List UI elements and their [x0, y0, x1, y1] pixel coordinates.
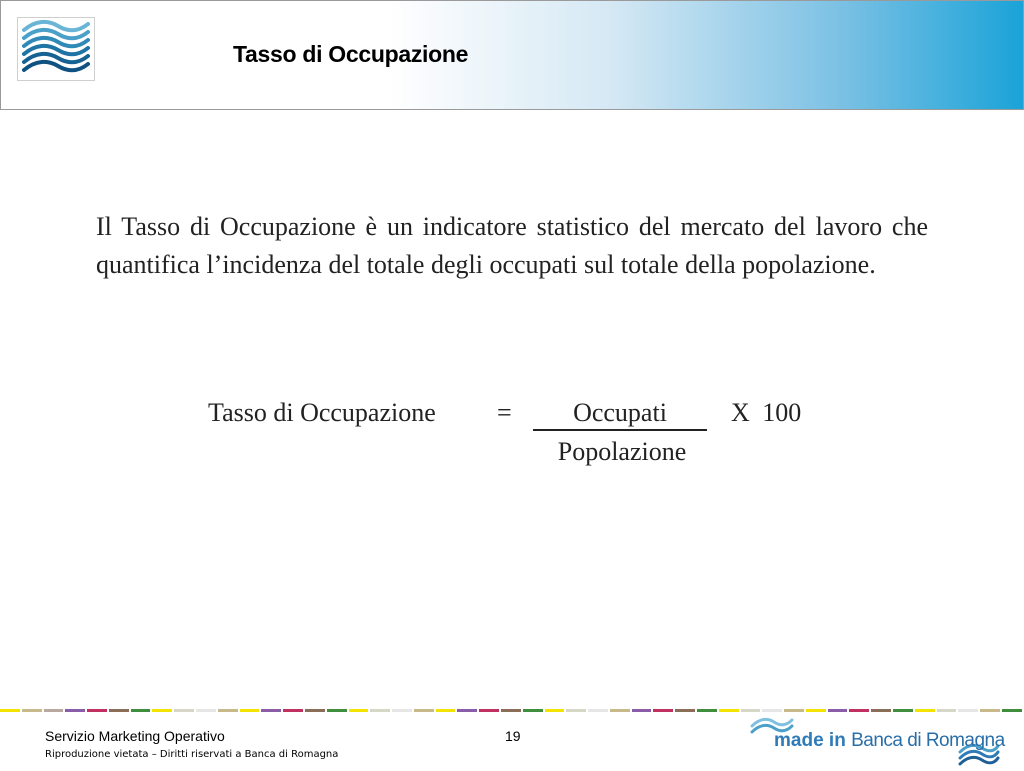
stripe-segment [457, 709, 477, 712]
stripe-segment [283, 709, 303, 712]
stripe-segment [349, 709, 369, 712]
stripe-segment [131, 709, 151, 712]
formula-equals: = [497, 398, 512, 427]
stripe-segment [174, 709, 194, 712]
stripe-segment [370, 709, 390, 712]
stripe-segment [915, 709, 935, 712]
stripe-segment [501, 709, 521, 712]
stripe-segment [632, 709, 652, 712]
stripe-segment [871, 709, 891, 712]
stripe-segment [414, 709, 434, 712]
logo-prefix: made in [774, 730, 846, 751]
stripe-segment [697, 709, 717, 712]
slide-title: Tasso di Occupazione [233, 41, 469, 67]
stripe-segment [436, 709, 456, 712]
stripe-segment [479, 709, 499, 712]
stripe-segment [675, 709, 695, 712]
bank-logo-text [774, 730, 1005, 752]
stripe-segment [762, 709, 782, 712]
fraction-bar [533, 429, 707, 431]
formula-numerator: Occupati [573, 398, 667, 427]
stripe-segment [261, 709, 281, 712]
stripe-segment [784, 709, 804, 712]
stripe-segment [392, 709, 412, 712]
stripe-segment [218, 709, 238, 712]
stripe-segment [327, 709, 347, 712]
stripe-segment [849, 709, 869, 712]
stripe-segment [958, 709, 978, 712]
stripe-segment [806, 709, 826, 712]
stripe-segment [828, 709, 848, 712]
stripe-segment [719, 709, 739, 712]
stripe-segment [545, 709, 565, 712]
stripe-segment [240, 709, 260, 712]
stripe-segment [305, 709, 325, 712]
footer-department: Servizio Marketing Operativo [45, 728, 225, 744]
stripe-segment [566, 709, 586, 712]
stripe-segment [22, 709, 42, 712]
stripe-segment [109, 709, 129, 712]
stripe-segment [523, 709, 543, 712]
waves-logo-icon [17, 17, 95, 81]
footer-copyright: Riproduzione vietata – Diritti riservati a Banca di Romagna [45, 749, 339, 760]
stripe-segment [741, 709, 761, 712]
stripe-segment [610, 709, 630, 712]
stripe-segment [653, 709, 673, 712]
stripe-segment [196, 709, 216, 712]
stripe-segment [152, 709, 172, 712]
formula-lhs: Tasso di Occupazione [208, 398, 436, 427]
definition-paragraph: Il Tasso di Occupazione è un indicatore statistico del mercato del lavoro che quantifica l’incidenza del totale degli occupati sul totale della popolazione. [96, 212, 928, 279]
stripe-segment [893, 709, 913, 712]
stripe-segment [65, 709, 85, 712]
logo-brand: Banca di Romagna [851, 730, 1005, 751]
stripe-segment [588, 709, 608, 712]
formula-multiplier: X 100 [731, 398, 802, 427]
formula-denominator: Popolazione [557, 437, 687, 466]
stripe-segment [0, 709, 20, 712]
stripe-segment [87, 709, 107, 712]
stripe-segment [937, 709, 957, 712]
stripe-segment [1002, 709, 1022, 712]
footer-color-stripe [0, 709, 1024, 713]
slide-header [0, 0, 1024, 110]
page-number: 19 [505, 728, 521, 744]
stripe-segment [44, 709, 64, 712]
stripe-segment [980, 709, 1000, 712]
